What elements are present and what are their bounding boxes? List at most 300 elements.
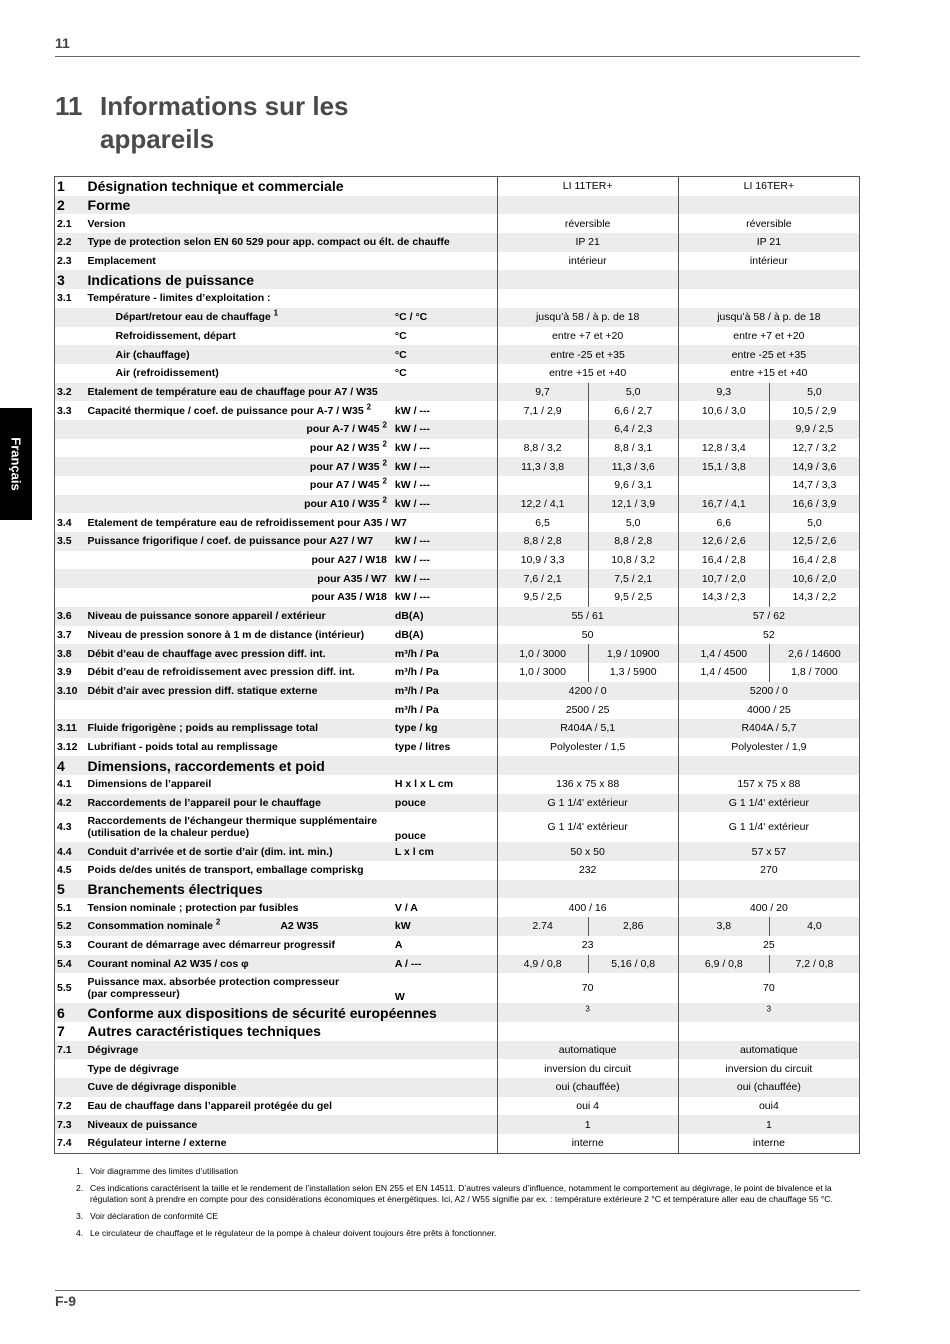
- row-unit: [393, 214, 497, 233]
- bottom-rule: [55, 1290, 860, 1291]
- value-li16ter: [678, 880, 859, 899]
- value-li11ter: 4200 / 0: [497, 682, 678, 701]
- row-label: [86, 756, 393, 775]
- value-li16ter: entre +7 et +20: [678, 327, 859, 346]
- row-label-text: Température - limites d’exploitation :: [87, 292, 271, 305]
- row-unit: kW / ---: [393, 569, 497, 588]
- value-li16ter: inversion du circuit: [678, 1059, 859, 1078]
- row-label: [86, 1059, 393, 1078]
- top-rule: [55, 56, 860, 57]
- footnote: [76, 1183, 846, 1205]
- sub-value-cell: 7,2 / 0,8: [769, 955, 859, 974]
- row-number: 7.3: [55, 1115, 86, 1134]
- footnote: [76, 1211, 846, 1222]
- table-row: [55, 457, 860, 476]
- row-unit: pouce: [394, 830, 426, 843]
- footnote-ref: 2: [382, 458, 387, 468]
- footnote-ref: 3: [585, 1004, 590, 1014]
- row-number: 4.4: [55, 842, 86, 861]
- value-li16ter: 70: [678, 973, 859, 1003]
- row-label-text: Type de protection selon EN 60 529 pour app. compact ou élt. de chauffe: [87, 236, 450, 249]
- row-number: 1: [57, 178, 65, 195]
- row-number: 7.1: [55, 1041, 86, 1060]
- row-unit: [393, 1134, 497, 1153]
- row-unit: [393, 1115, 497, 1134]
- sub-value-cell: 8,8 / 2,8: [497, 532, 588, 551]
- sub-value-cell: 12,5 / 2,6: [769, 532, 859, 551]
- row-label-text: pour A10 / W35: [304, 498, 380, 511]
- row-label: [86, 1115, 393, 1134]
- row-unit: kW / ---: [394, 441, 430, 454]
- footnote-number: 2.: [76, 1183, 84, 1193]
- row-number: 5.1: [57, 901, 72, 914]
- sub-value-cell: [497, 476, 588, 495]
- table-row: [55, 327, 860, 346]
- table-row: [55, 1041, 860, 1060]
- table-row: [55, 936, 860, 955]
- value-li11ter: oui 4: [497, 1097, 678, 1116]
- row-label: [86, 364, 393, 383]
- value-li11ter: intérieur: [497, 252, 678, 271]
- value-li11ter: 23: [497, 936, 678, 955]
- row-label: [86, 644, 393, 663]
- row-unit: kW / ---: [393, 532, 497, 551]
- sub-value-cell: 4,9 / 0,8: [497, 955, 588, 974]
- row-number: 3.9: [57, 666, 72, 679]
- row-label: [86, 842, 393, 861]
- table-row: [55, 1078, 860, 1097]
- row-number: 3.11: [55, 719, 86, 738]
- row-number: [55, 476, 86, 495]
- sub-value-cell: 1,3 / 5900: [588, 663, 678, 682]
- row-label-text: Courant de démarrage avec démarreur progressif: [87, 939, 335, 952]
- row-unit: °C: [394, 367, 407, 380]
- row-label: [86, 308, 393, 327]
- sub-value-cell: 4,0: [769, 917, 859, 936]
- sub-value-cell: 9,6 / 3,1: [588, 476, 678, 495]
- table-row: [55, 196, 860, 215]
- sub-value-cell: 7,5 / 2,1: [588, 569, 678, 588]
- value-li16ter: IP 21: [678, 233, 859, 252]
- value-li16ter: 270: [678, 861, 859, 880]
- table-row: [55, 898, 860, 917]
- table-row: [55, 177, 860, 196]
- row-unit: kW / ---: [393, 457, 497, 476]
- row-label-text: Refroidissement, départ: [115, 329, 236, 342]
- row-number: [55, 327, 86, 346]
- row-number: 4: [55, 756, 86, 775]
- value-li11ter: inversion du circuit: [497, 1059, 678, 1078]
- sub-value-cell: [497, 420, 588, 439]
- value-li16ter: entre -25 et +35: [678, 345, 859, 364]
- row-label: [86, 861, 393, 880]
- table-row: [55, 495, 860, 514]
- table-row: [55, 626, 860, 645]
- table-row: [55, 270, 860, 289]
- row-unit: m³/h / Pa: [394, 666, 439, 679]
- table-row: [55, 345, 860, 364]
- row-label-text: Lubrifiant - poids total au remplissage: [87, 740, 278, 753]
- sub-value-cell: 3,8: [678, 917, 769, 936]
- row-label-text: pour A35 / W7: [317, 572, 387, 585]
- sub-value-cell: 14,7 / 3,3: [769, 476, 859, 495]
- row-number: [55, 1059, 86, 1078]
- row-label: [86, 513, 407, 532]
- table-row: [55, 756, 860, 775]
- row-label-text: Cuve de dégivrage disponible: [87, 1081, 237, 1094]
- row-unit: W: [394, 991, 405, 1004]
- row-unit: kW / ---: [394, 479, 430, 492]
- row-unit: [393, 861, 497, 880]
- row-number: [55, 1078, 86, 1097]
- sub-value-cell: 11,3 / 3,8: [497, 457, 588, 476]
- row-number: [55, 420, 86, 439]
- value-li11ter: 70: [497, 973, 678, 1003]
- footnote-text: Voir déclaration de conformité CE: [90, 1211, 219, 1221]
- row-number: [55, 457, 86, 476]
- value-li11ter: entre +7 et +20: [497, 327, 678, 346]
- sub-value-cell: 6,9 / 0,8: [678, 955, 769, 974]
- row-label: [86, 663, 393, 682]
- table-row: [55, 1003, 860, 1022]
- sub-value-cell: 5,0: [588, 513, 678, 532]
- row-label-text: Dimensions, raccordements et poid: [87, 757, 325, 774]
- table-row: [55, 383, 860, 402]
- row-label-text: Dégivrage: [87, 1043, 139, 1056]
- row-label-text: Poids de/des unités de transport, emballage compriskg: [87, 864, 364, 877]
- row-label-text: pour A7 / W45: [309, 479, 380, 492]
- row-label: [86, 177, 393, 196]
- row-label-text: Débit d’eau de chauffage avec pression diff. int.: [87, 647, 326, 660]
- footnote-ref: 2: [382, 439, 387, 449]
- row-unit: [393, 1078, 497, 1097]
- row-label-text: Niveau de pression sonore à 1 m de distance (intérieur): [87, 628, 365, 641]
- row-number: 3.10: [55, 682, 86, 701]
- row-label-text: Autres caractéristiques techniques: [87, 1023, 321, 1040]
- sub-value-cell: 16,4 / 2,8: [769, 551, 859, 570]
- value-li11ter: jusqu’à 58 / à p. de 18: [497, 308, 678, 327]
- table-row: [55, 1115, 860, 1134]
- row-number: [55, 588, 86, 607]
- row-label-text: pour A-7 / W45: [306, 423, 380, 436]
- row-unit: [393, 1041, 497, 1060]
- row-label: [86, 1097, 393, 1116]
- row-unit: dB(A): [394, 628, 424, 641]
- value-li11ter: 232: [497, 861, 678, 880]
- row-label: [86, 1022, 393, 1041]
- sub-value-cell: 14,3 / 2,2: [769, 588, 859, 607]
- value-li16ter: 4000 / 25: [678, 700, 859, 719]
- row-unit: [393, 513, 497, 532]
- row-label-text: Tension nominale ; protection par fusibles: [87, 901, 299, 914]
- row-number: 5.5: [57, 982, 72, 995]
- row-label: [86, 569, 393, 588]
- value-li16ter: [678, 289, 859, 308]
- value-li16ter: G 1 1/4' extérieur: [678, 812, 859, 842]
- table-row: [55, 719, 860, 738]
- row-label: [86, 233, 450, 252]
- footnote-ref: 2: [382, 476, 387, 486]
- row-label-text: Capacité thermique / coef. de puissance pour A-7 / W35: [87, 404, 364, 417]
- row-unit: L x l cm: [393, 842, 497, 861]
- sub-value-cell: 10,6 / 2,0: [769, 569, 859, 588]
- row-number: 3: [55, 270, 86, 289]
- row-number: 5.4: [55, 955, 86, 974]
- table-row: [55, 1097, 860, 1116]
- row-label-text: Emplacement: [87, 255, 156, 268]
- sub-value-cell: 5,0: [769, 513, 859, 532]
- table-row: [55, 973, 860, 1003]
- row-number: 5: [55, 880, 86, 899]
- row-number: 4.3: [57, 821, 72, 834]
- row-unit: m³/h / Pa: [394, 703, 439, 716]
- value-li11ter: automatique: [497, 1041, 678, 1060]
- sub-value-cell: 11,3 / 3,6: [588, 457, 678, 476]
- sub-value-cell: 8,8 / 3,1: [588, 439, 678, 458]
- row-number: 4.5: [57, 864, 72, 877]
- value-li11ter: G 1 1/4' extérieur: [497, 794, 678, 813]
- sub-value-cell: 1,0 / 3000: [497, 663, 588, 682]
- value-li16ter: [678, 196, 859, 215]
- sub-value-cell: 2.74: [497, 917, 588, 936]
- table-row: [55, 569, 860, 588]
- value-li16ter: interne: [678, 1134, 859, 1153]
- sub-value-cell: 12,6 / 2,6: [678, 532, 769, 551]
- value-li11ter: R404A / 5,1: [497, 719, 678, 738]
- row-number: [55, 569, 86, 588]
- row-unit: [393, 880, 497, 899]
- row-number: 7.2: [57, 1099, 72, 1112]
- value-li16ter: LI 16TER+: [678, 177, 859, 196]
- row-label: [86, 345, 393, 364]
- row-label: [86, 439, 393, 458]
- value-li16ter: oui4: [678, 1097, 859, 1116]
- row-number: 3.4: [57, 516, 72, 529]
- row-unit: [393, 270, 497, 289]
- row-label: [86, 1041, 393, 1060]
- sub-value-cell: 9,9 / 2,5: [769, 420, 859, 439]
- row-label: [86, 682, 393, 701]
- table-row: [55, 308, 860, 327]
- row-number: 5.3: [57, 939, 72, 952]
- row-number: 4.2: [55, 794, 86, 813]
- value-li11ter: interne: [497, 1134, 678, 1153]
- table-row: [55, 513, 860, 532]
- table-row: [55, 252, 860, 271]
- chapter-title-line2: appareils: [100, 124, 215, 154]
- row-number: 5.2: [55, 917, 86, 936]
- row-number: 3.7: [57, 628, 72, 641]
- value-li16ter: 25: [678, 936, 859, 955]
- row-number: 6: [55, 1003, 86, 1022]
- table-row: [55, 775, 860, 794]
- chapter-title-line1: Informations sur les: [100, 91, 349, 121]
- value-li11ter: oui (chauffée): [497, 1078, 678, 1097]
- table-row: [55, 420, 860, 439]
- row-label-text: Puissance frigorifique / coef. de puissance pour A27 / W7: [87, 535, 374, 548]
- row-unit: V / A: [394, 901, 418, 914]
- row-label-text: Débit d’air avec pression diff. statique externe: [87, 684, 318, 697]
- row-label: [86, 252, 393, 271]
- value-li16ter: [678, 1022, 859, 1041]
- row-label: [86, 626, 393, 645]
- row-number: 3.12: [57, 740, 78, 753]
- row-unit: type / kg: [393, 719, 497, 738]
- sub-value-cell: 5,0: [769, 383, 859, 402]
- row-unit: °C: [393, 345, 497, 364]
- footnote-ref: 3: [766, 1004, 772, 1014]
- sub-value-cell: 1,4 / 4500: [678, 663, 769, 682]
- table-row: [55, 364, 860, 383]
- sub-value-cell: 14,9 / 3,6: [769, 457, 859, 476]
- row-label: [86, 738, 393, 757]
- row-label-text: Type de dégivrage: [87, 1062, 179, 1075]
- sub-value-cell: 9,3: [678, 383, 769, 402]
- row-number: 7: [57, 1023, 65, 1040]
- row-label-text: Etalement de température eau de refroidissement pour A35 / W7: [87, 516, 407, 529]
- row-label: [86, 973, 393, 1003]
- value-li11ter: entre -25 et +35: [497, 345, 678, 364]
- sub-value-cell: 9,7: [497, 383, 588, 402]
- row-label: [86, 420, 393, 439]
- value-li16ter: intérieur: [678, 252, 859, 271]
- row-label: [86, 607, 393, 626]
- row-label-line1: Raccordements de l'échangeur thermique supplémentaire: [87, 815, 378, 828]
- table-row: [55, 551, 860, 570]
- value-li11ter: [497, 270, 678, 289]
- sub-value-cell: 6,5: [497, 513, 588, 532]
- table-row: [55, 1022, 860, 1041]
- sub-value-cell: [678, 476, 769, 495]
- sub-value-cell: 7,6 / 2,1: [497, 569, 588, 588]
- row-label-line1: Puissance max. absorbée protection compresseur: [87, 976, 340, 989]
- row-unit: [393, 1097, 497, 1116]
- row-label-text: Consommation nominale: [87, 920, 213, 933]
- row-label: [86, 794, 393, 813]
- row-number: 2.1: [57, 217, 72, 230]
- sub-value-cell: 12,7 / 3,2: [769, 439, 859, 458]
- row-label-text: Forme: [87, 197, 131, 214]
- sub-value-cell: 16,7 / 4,1: [678, 495, 769, 514]
- value-li11ter: 50: [497, 626, 678, 645]
- value-li16ter: 157 x 75 x 88: [678, 775, 859, 794]
- footnote-ref: 2: [215, 917, 221, 927]
- value-li16ter: entre +15 et +40: [678, 364, 859, 383]
- value-li11ter: [497, 289, 678, 308]
- row-label-line2: (par compresseur): [87, 988, 180, 1001]
- value-li11ter: 55 / 61: [497, 607, 678, 626]
- language-tab: [0, 408, 32, 520]
- row-unit: m³/h / Pa: [393, 644, 497, 663]
- row-unit: [393, 1022, 497, 1041]
- value-li11ter: IP 21: [497, 233, 678, 252]
- sub-value-cell: 5,0: [588, 383, 678, 402]
- row-label-text: Air (refroidissement): [115, 367, 219, 380]
- value-li16ter: [678, 1003, 859, 1022]
- table-row: [55, 1059, 860, 1078]
- row-label-text: Courant nominal A2 W35 / cos φ: [87, 957, 249, 970]
- sub-value-cell: 6,6: [678, 513, 769, 532]
- value-li16ter: réversible: [678, 214, 859, 233]
- table-row: [55, 532, 860, 551]
- footnote-number: 3.: [76, 1211, 84, 1221]
- sub-value-cell: 12,1 / 3,9: [588, 495, 678, 514]
- table-row: [55, 738, 860, 757]
- row-number: [55, 495, 86, 514]
- table-row: [55, 401, 860, 420]
- row-label-line2: (utilisation de la chaleur perdue): [87, 827, 250, 840]
- value-li11ter: [497, 880, 678, 899]
- sub-value-cell: 10,8 / 3,2: [588, 551, 678, 570]
- row-label-text: pour A27 / W18: [311, 554, 387, 567]
- row-label-text: Indications de puissance: [87, 271, 255, 288]
- value-li11ter: réversible: [497, 214, 678, 233]
- table-row: [55, 476, 860, 495]
- sub-value-cell: 10,5 / 2,9: [769, 401, 859, 420]
- row-number: 2: [55, 196, 86, 215]
- table-row: [55, 1134, 860, 1153]
- row-unit: [393, 383, 497, 402]
- row-label: [86, 457, 393, 476]
- sub-value-cell: 1,8 / 7000: [769, 663, 859, 682]
- row-unit: [393, 289, 497, 308]
- row-label-text: Etalement de température eau de chauffage pour A7 / W35: [87, 385, 378, 398]
- row-label: [86, 898, 393, 917]
- row-unit: kW: [393, 917, 497, 936]
- value-li16ter: 5200 / 0: [678, 682, 859, 701]
- sub-value-cell: 8,8 / 3,2: [497, 439, 588, 458]
- sub-value-cell: 14,3 / 2,3: [678, 588, 769, 607]
- row-label: [86, 936, 393, 955]
- table-row: [55, 700, 860, 719]
- footnote-ref: 1: [273, 308, 279, 318]
- sub-value-cell: 12,8 / 3,4: [678, 439, 769, 458]
- row-unit: [393, 756, 497, 775]
- row-label: [86, 700, 393, 719]
- value-li11ter: 1: [497, 1115, 678, 1134]
- row-label: [86, 880, 393, 899]
- row-label: [86, 1078, 393, 1097]
- value-li16ter: [678, 756, 859, 775]
- sub-value-cell: 1,4 / 4500: [678, 644, 769, 663]
- row-label-text: Eau de chauffage dans l’appareil protégée du gel: [87, 1099, 333, 1112]
- value-li11ter: [497, 1003, 678, 1022]
- sub-value-cell: 16,4 / 2,8: [678, 551, 769, 570]
- value-li11ter: 136 x 75 x 88: [497, 775, 678, 794]
- row-number: 4.1: [57, 778, 72, 791]
- row-number: [55, 364, 86, 383]
- row-label: [86, 1003, 437, 1022]
- footnote: [76, 1228, 846, 1239]
- row-label-text: Niveaux de puissance: [87, 1118, 198, 1131]
- row-number: 2.3: [57, 255, 72, 268]
- footnote-ref: 2: [366, 402, 372, 412]
- value-li11ter: LI 11TER+: [497, 177, 678, 196]
- value-li16ter: [678, 270, 859, 289]
- row-unit: A: [394, 939, 403, 952]
- value-li16ter: 57 x 57: [678, 842, 859, 861]
- footnotes: [76, 1166, 846, 1245]
- row-number: 3.1: [57, 292, 72, 305]
- value-li16ter: G 1 1/4' extérieur: [678, 794, 859, 813]
- value-li16ter: 400 / 20: [678, 898, 859, 917]
- row-label-text: Départ/retour eau de chauffage: [115, 311, 271, 324]
- row-label-text: Débit d’eau de refroidissement avec pression diff. int.: [87, 666, 355, 679]
- value-li16ter: jusqu’à 58 / à p. de 18: [678, 308, 859, 327]
- sub-value-cell: 1,0 / 3000: [497, 644, 588, 663]
- sub-value-cell: 2,6 / 14600: [769, 644, 859, 663]
- table-row: [55, 794, 860, 813]
